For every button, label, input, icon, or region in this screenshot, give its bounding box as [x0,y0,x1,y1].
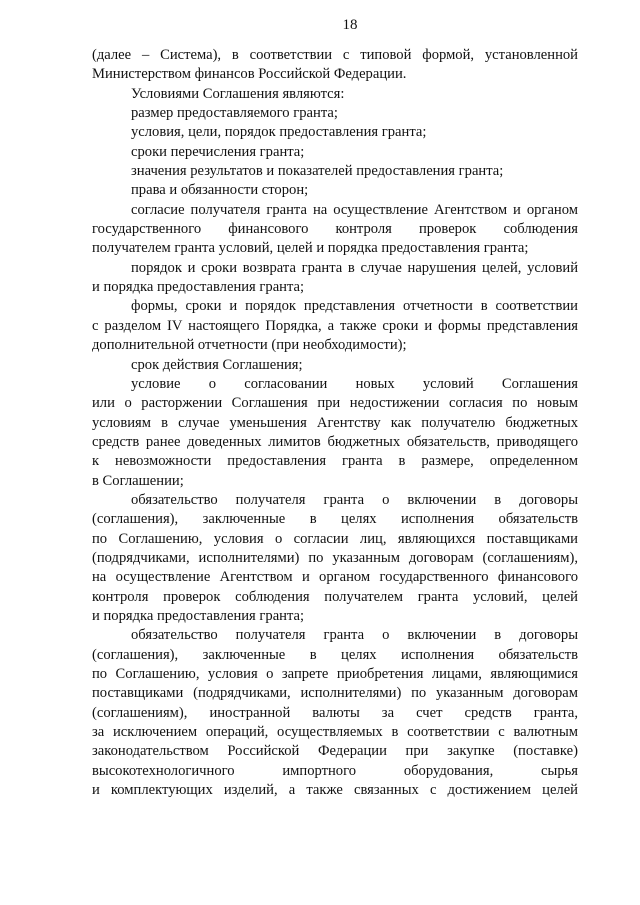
text-line: или о расторжении Соглашения при недостижении согласия по новым [92,395,578,412]
text-line: законодательством Российской Федерации при закупке (поставке) [92,743,578,760]
text-line: условия, цели, порядок предоставления гранта; [131,124,427,141]
text-line: средств ранее доведенных лимитов бюджетных обязательств, приводящего [92,433,578,450]
page-number: 18 [342,17,358,33]
text-line: государственного финансового контроля проверок соблюдения [92,221,578,238]
text-line: и порядка предоставления гранта; [92,607,305,624]
text-line: (соглашениям), иностранной валюты за счет средств гранта, [92,704,578,721]
text-line: права и обязанности сторон; [131,182,309,199]
text-line: за исключением операций, осуществляемых в соответствии с валютным [92,724,578,741]
document-body [92,46,578,800]
text-line: поставщиками (подрядчиками, исполнителями) по указанным договорам [92,685,578,702]
text-line: Условиями Соглашения являются: [131,85,345,102]
text-line: по Соглашению, условия о запрете приобретения лицами, являющимися [92,666,578,682]
text-line: получателем гранта условий, целей и порядка предоставления гранта; [92,240,529,257]
text-line: Министерством финансов Российской Федерации. [92,66,407,83]
text-line: (подрядчиками, исполнителями) по указанным договорам (соглашениям), [92,549,578,566]
text-line: обязательство получателя гранта о включении в договоры [131,491,578,508]
text-line: дополнительной отчетности (при необходимости); [92,337,407,354]
text-line: и порядка предоставления гранта; [92,279,305,296]
text-line: условиям в случае уменьшения Агентству как получателю бюджетных [92,414,578,431]
text-line: (соглашения), заключенные в целях исполнения обязательств [92,511,578,528]
text-line: к невозможности предоставления гранта в размере, определенном [92,453,578,470]
text-line: формы, сроки и порядок представления отчетности в соответствии [131,298,578,315]
text-line: согласие получателя гранта на осуществление Агентством и органом [131,201,578,218]
text-line: сроки перечисления гранта; [131,143,305,160]
text-line: условие о согласовании новых условий Соглашения [131,375,578,392]
text-line: по Соглашению, условия о согласии лиц, являющихся поставщиками [92,530,578,547]
text-line: срок действия Соглашения; [131,356,303,373]
text-line: контроля проверок соблюдения получателем гранта условий, целей [92,588,578,605]
text-line: и комплектующих изделий, а также связанных с достижением целей [92,782,578,799]
text-line: (далее – Система), в соответствии с типовой формой, установленной [92,47,578,63]
text-line: с разделом IV настоящего Порядка, а также сроки и формы представления [92,317,578,334]
text-line: на осуществление Агентством и органом государственного финансового [92,569,578,586]
text-line: значения результатов и показателей предоставления гранта; [131,163,504,180]
text-line: размер предоставляемого гранта; [131,105,338,122]
text-line: в Соглашении; [92,472,184,489]
text-line: обязательство получателя гранта о включении в договоры [131,627,578,644]
text-line: порядок и сроки возврата гранта в случае нарушения целей, условий [131,259,578,276]
text-line: высокотехнологичного импортного оборудования, сырья [92,762,578,779]
text-line: (соглашения), заключенные в целях исполнения обязательств [92,646,578,663]
